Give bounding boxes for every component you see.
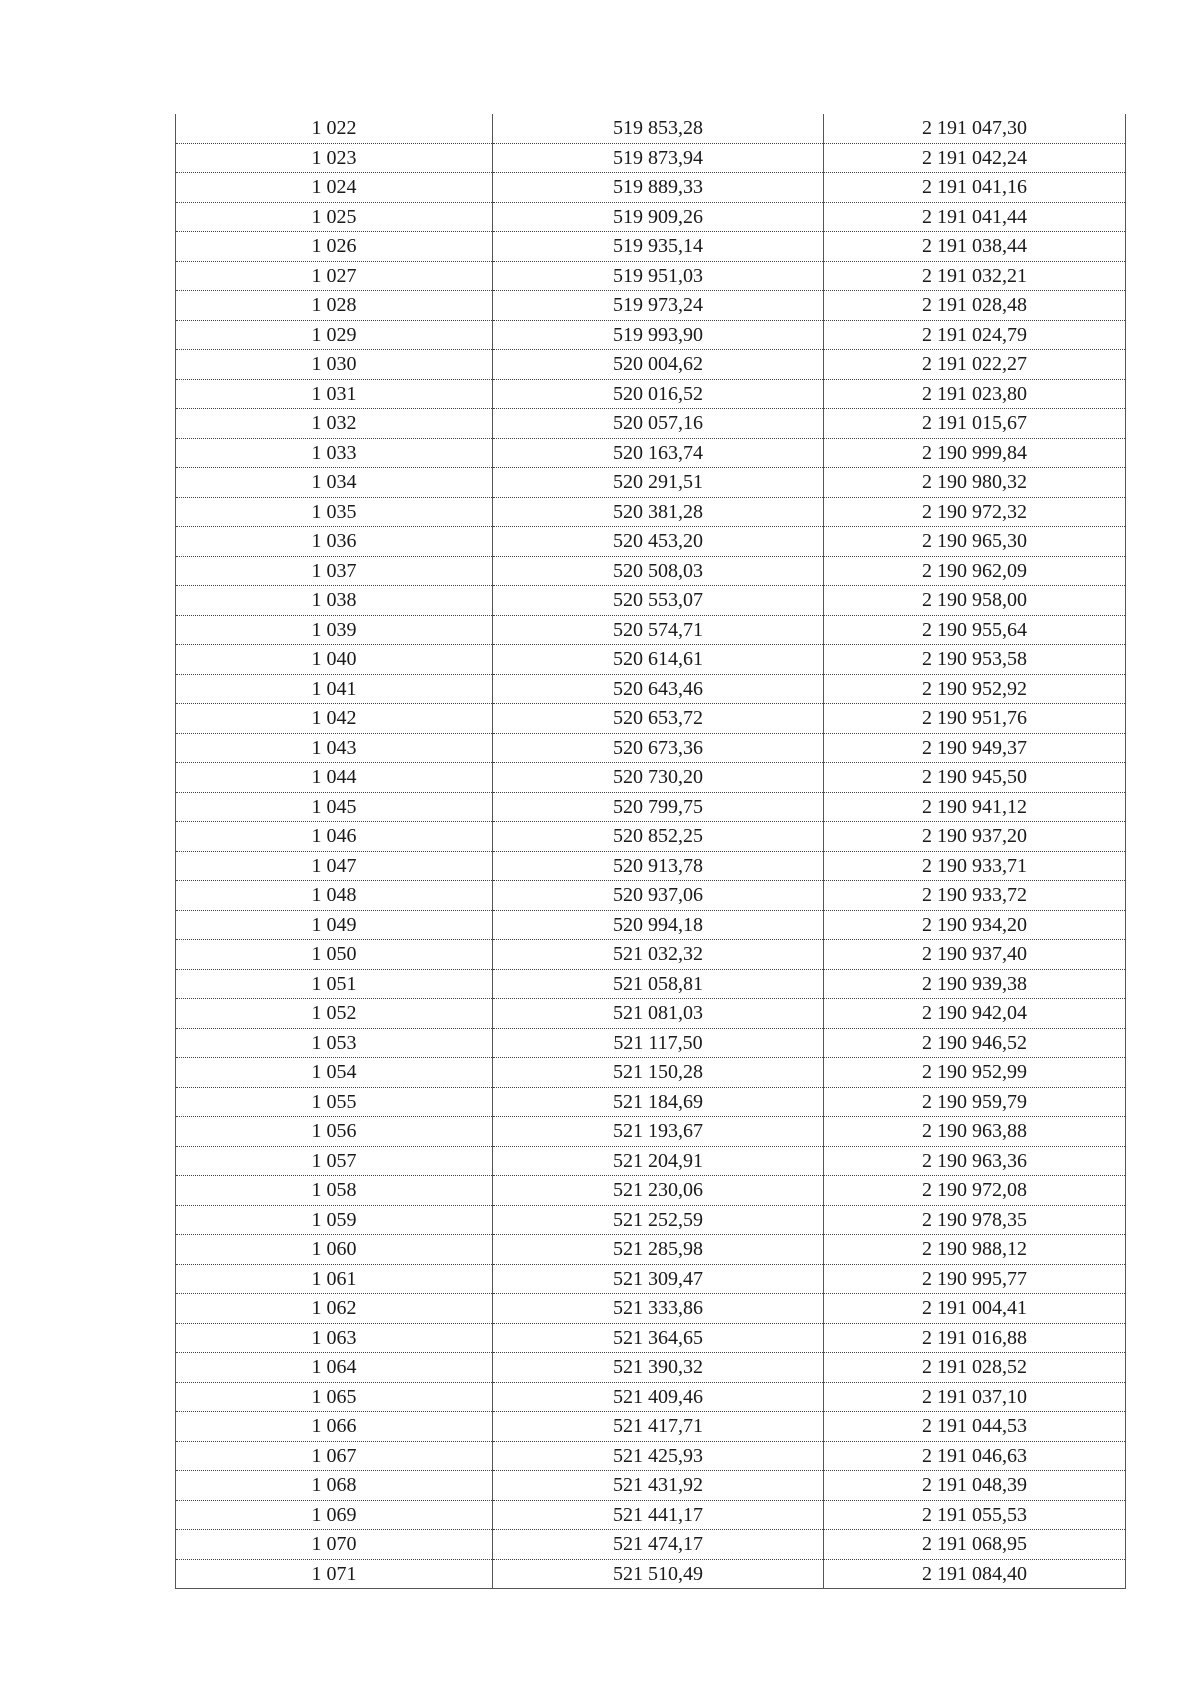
- point-number-cell: 1 049: [176, 910, 493, 940]
- x-coordinate-cell: 520 994,18: [493, 910, 824, 940]
- x-coordinate-cell: 519 935,14: [493, 232, 824, 262]
- point-number-cell: 1 046: [176, 822, 493, 852]
- x-coordinate-cell: 519 973,24: [493, 291, 824, 321]
- table-row: [176, 645, 1126, 675]
- x-coordinate-cell: 519 889,33: [493, 173, 824, 203]
- point-number-cell: 1 066: [176, 1412, 493, 1442]
- y-coordinate-cell: 2 190 952,92: [824, 674, 1126, 704]
- x-coordinate-cell: 521 058,81: [493, 969, 824, 999]
- point-number-cell: 1 056: [176, 1117, 493, 1147]
- y-coordinate-cell: 2 190 988,12: [824, 1235, 1126, 1265]
- table-row: [176, 1441, 1126, 1471]
- table-row: [176, 379, 1126, 409]
- point-number-cell: 1 052: [176, 999, 493, 1029]
- point-number-cell: 1 055: [176, 1087, 493, 1117]
- y-coordinate-cell: 2 191 084,40: [824, 1559, 1126, 1589]
- point-number-cell: 1 024: [176, 173, 493, 203]
- x-coordinate-cell: 521 252,59: [493, 1205, 824, 1235]
- point-number-cell: 1 022: [176, 114, 493, 143]
- table-row: [176, 1353, 1126, 1383]
- table-row: [176, 291, 1126, 321]
- x-coordinate-cell: 521 230,06: [493, 1176, 824, 1206]
- y-coordinate-cell: 2 190 934,20: [824, 910, 1126, 940]
- x-coordinate-cell: 521 425,93: [493, 1441, 824, 1471]
- table-row: [176, 1117, 1126, 1147]
- table-row: [176, 202, 1126, 232]
- point-number-cell: 1 027: [176, 261, 493, 291]
- point-number-cell: 1 070: [176, 1530, 493, 1560]
- point-number-cell: 1 036: [176, 527, 493, 557]
- y-coordinate-cell: 2 190 995,77: [824, 1264, 1126, 1294]
- y-coordinate-cell: 2 191 046,63: [824, 1441, 1126, 1471]
- table-row: [176, 1323, 1126, 1353]
- y-coordinate-cell: 2 190 941,12: [824, 792, 1126, 822]
- y-coordinate-cell: 2 190 955,64: [824, 615, 1126, 645]
- y-coordinate-cell: 2 191 042,24: [824, 143, 1126, 173]
- x-coordinate-cell: 520 643,46: [493, 674, 824, 704]
- x-coordinate-cell: 521 441,17: [493, 1500, 824, 1530]
- point-number-cell: 1 032: [176, 409, 493, 439]
- table-row: [176, 822, 1126, 852]
- table-row: [176, 1294, 1126, 1324]
- point-number-cell: 1 063: [176, 1323, 493, 1353]
- x-coordinate-cell: 520 508,03: [493, 556, 824, 586]
- y-coordinate-cell: 2 191 032,21: [824, 261, 1126, 291]
- y-coordinate-cell: 2 190 958,00: [824, 586, 1126, 616]
- x-coordinate-cell: 520 614,61: [493, 645, 824, 675]
- point-number-cell: 1 067: [176, 1441, 493, 1471]
- point-number-cell: 1 029: [176, 320, 493, 350]
- point-number-cell: 1 053: [176, 1028, 493, 1058]
- point-number-cell: 1 028: [176, 291, 493, 321]
- point-number-cell: 1 050: [176, 940, 493, 970]
- table-row: [176, 674, 1126, 704]
- x-coordinate-cell: 521 431,92: [493, 1471, 824, 1501]
- table-row: [176, 468, 1126, 498]
- point-number-cell: 1 065: [176, 1382, 493, 1412]
- x-coordinate-cell: 520 004,62: [493, 350, 824, 380]
- point-number-cell: 1 069: [176, 1500, 493, 1530]
- point-number-cell: 1 041: [176, 674, 493, 704]
- y-coordinate-cell: 2 191 028,48: [824, 291, 1126, 321]
- table-row: [176, 999, 1126, 1029]
- table-row: [176, 881, 1126, 911]
- point-number-cell: 1 058: [176, 1176, 493, 1206]
- point-number-cell: 1 048: [176, 881, 493, 911]
- table-row: [176, 350, 1126, 380]
- point-number-cell: 1 068: [176, 1471, 493, 1501]
- x-coordinate-cell: 521 032,32: [493, 940, 824, 970]
- table-row: [176, 527, 1126, 557]
- y-coordinate-cell: 2 191 028,52: [824, 1353, 1126, 1383]
- table-row: [176, 704, 1126, 734]
- x-coordinate-cell: 521 409,46: [493, 1382, 824, 1412]
- x-coordinate-cell: 521 390,32: [493, 1353, 824, 1383]
- table-row: [176, 586, 1126, 616]
- x-coordinate-cell: 521 117,50: [493, 1028, 824, 1058]
- x-coordinate-cell: 520 653,72: [493, 704, 824, 734]
- y-coordinate-cell: 2 190 962,09: [824, 556, 1126, 586]
- y-coordinate-cell: 2 191 044,53: [824, 1412, 1126, 1442]
- y-coordinate-cell: 2 190 951,76: [824, 704, 1126, 734]
- point-number-cell: 1 030: [176, 350, 493, 380]
- x-coordinate-cell: 519 993,90: [493, 320, 824, 350]
- point-number-cell: 1 051: [176, 969, 493, 999]
- x-coordinate-cell: 520 730,20: [493, 763, 824, 793]
- table-row: [176, 320, 1126, 350]
- table-row: [176, 1205, 1126, 1235]
- y-coordinate-cell: 2 191 023,80: [824, 379, 1126, 409]
- x-coordinate-cell: 521 184,69: [493, 1087, 824, 1117]
- point-number-cell: 1 062: [176, 1294, 493, 1324]
- y-coordinate-cell: 2 191 047,30: [824, 114, 1126, 143]
- point-number-cell: 1 035: [176, 497, 493, 527]
- y-coordinate-cell: 2 190 965,30: [824, 527, 1126, 557]
- table-row: [176, 733, 1126, 763]
- x-coordinate-cell: 520 016,52: [493, 379, 824, 409]
- table-row: [176, 232, 1126, 262]
- coordinates-table: [175, 114, 1126, 1589]
- table-row: [176, 969, 1126, 999]
- y-coordinate-cell: 2 191 041,44: [824, 202, 1126, 232]
- x-coordinate-cell: 521 364,65: [493, 1323, 824, 1353]
- point-number-cell: 1 038: [176, 586, 493, 616]
- point-number-cell: 1 060: [176, 1235, 493, 1265]
- table-row: [176, 1530, 1126, 1560]
- table-row: [176, 497, 1126, 527]
- point-number-cell: 1 071: [176, 1559, 493, 1589]
- y-coordinate-cell: 2 190 937,40: [824, 940, 1126, 970]
- x-coordinate-cell: 519 909,26: [493, 202, 824, 232]
- table-row: [176, 173, 1126, 203]
- x-coordinate-cell: 520 913,78: [493, 851, 824, 881]
- x-coordinate-cell: 521 193,67: [493, 1117, 824, 1147]
- y-coordinate-cell: 2 191 024,79: [824, 320, 1126, 350]
- point-number-cell: 1 026: [176, 232, 493, 262]
- point-number-cell: 1 045: [176, 792, 493, 822]
- y-coordinate-cell: 2 191 041,16: [824, 173, 1126, 203]
- table-row: [176, 556, 1126, 586]
- table-row: [176, 438, 1126, 468]
- y-coordinate-cell: 2 191 068,95: [824, 1530, 1126, 1560]
- y-coordinate-cell: 2 191 015,67: [824, 409, 1126, 439]
- x-coordinate-cell: 520 673,36: [493, 733, 824, 763]
- x-coordinate-cell: 521 417,71: [493, 1412, 824, 1442]
- x-coordinate-cell: 520 574,71: [493, 615, 824, 645]
- table-row: [176, 792, 1126, 822]
- y-coordinate-cell: 2 190 999,84: [824, 438, 1126, 468]
- x-coordinate-cell: 521 081,03: [493, 999, 824, 1029]
- y-coordinate-cell: 2 190 978,35: [824, 1205, 1126, 1235]
- point-number-cell: 1 037: [176, 556, 493, 586]
- table-row: [176, 615, 1126, 645]
- y-coordinate-cell: 2 190 933,71: [824, 851, 1126, 881]
- table-row: [176, 409, 1126, 439]
- table-row: [176, 261, 1126, 291]
- x-coordinate-cell: 520 553,07: [493, 586, 824, 616]
- point-number-cell: 1 057: [176, 1146, 493, 1176]
- table-row: [176, 114, 1126, 143]
- table-row: [176, 1382, 1126, 1412]
- y-coordinate-cell: 2 191 048,39: [824, 1471, 1126, 1501]
- table-row: [176, 1500, 1126, 1530]
- y-coordinate-cell: 2 191 038,44: [824, 232, 1126, 262]
- point-number-cell: 1 023: [176, 143, 493, 173]
- y-coordinate-cell: 2 190 942,04: [824, 999, 1126, 1029]
- point-number-cell: 1 043: [176, 733, 493, 763]
- table-row: [176, 763, 1126, 793]
- table-row: [176, 1559, 1126, 1589]
- point-number-cell: 1 054: [176, 1058, 493, 1088]
- y-coordinate-cell: 2 190 946,52: [824, 1028, 1126, 1058]
- y-coordinate-cell: 2 190 937,20: [824, 822, 1126, 852]
- table-row: [176, 1176, 1126, 1206]
- table-row: [176, 1028, 1126, 1058]
- table-row: [176, 910, 1126, 940]
- table-row: [176, 1058, 1126, 1088]
- point-number-cell: 1 042: [176, 704, 493, 734]
- coordinates-table-body: [176, 114, 1126, 1589]
- table-row: [176, 1412, 1126, 1442]
- y-coordinate-cell: 2 190 949,37: [824, 733, 1126, 763]
- x-coordinate-cell: 519 951,03: [493, 261, 824, 291]
- point-number-cell: 1 061: [176, 1264, 493, 1294]
- x-coordinate-cell: 521 204,91: [493, 1146, 824, 1176]
- x-coordinate-cell: 519 873,94: [493, 143, 824, 173]
- y-coordinate-cell: 2 190 963,36: [824, 1146, 1126, 1176]
- x-coordinate-cell: 520 381,28: [493, 497, 824, 527]
- y-coordinate-cell: 2 191 055,53: [824, 1500, 1126, 1530]
- table-row: [176, 1146, 1126, 1176]
- point-number-cell: 1 031: [176, 379, 493, 409]
- table-row: [176, 1235, 1126, 1265]
- point-number-cell: 1 047: [176, 851, 493, 881]
- y-coordinate-cell: 2 190 980,32: [824, 468, 1126, 498]
- x-coordinate-cell: 520 852,25: [493, 822, 824, 852]
- point-number-cell: 1 059: [176, 1205, 493, 1235]
- y-coordinate-cell: 2 190 963,88: [824, 1117, 1126, 1147]
- y-coordinate-cell: 2 190 933,72: [824, 881, 1126, 911]
- table-row: [176, 940, 1126, 970]
- x-coordinate-cell: 520 453,20: [493, 527, 824, 557]
- point-number-cell: 1 064: [176, 1353, 493, 1383]
- x-coordinate-cell: 520 937,06: [493, 881, 824, 911]
- x-coordinate-cell: 519 853,28: [493, 114, 824, 143]
- y-coordinate-cell: 2 191 004,41: [824, 1294, 1126, 1324]
- x-coordinate-cell: 520 291,51: [493, 468, 824, 498]
- point-number-cell: 1 039: [176, 615, 493, 645]
- x-coordinate-cell: 521 333,86: [493, 1294, 824, 1324]
- x-coordinate-cell: 521 474,17: [493, 1530, 824, 1560]
- y-coordinate-cell: 2 190 939,38: [824, 969, 1126, 999]
- x-coordinate-cell: 520 057,16: [493, 409, 824, 439]
- x-coordinate-cell: 521 309,47: [493, 1264, 824, 1294]
- table-row: [176, 1471, 1126, 1501]
- y-coordinate-cell: 2 191 037,10: [824, 1382, 1126, 1412]
- table-row: [176, 851, 1126, 881]
- y-coordinate-cell: 2 190 952,99: [824, 1058, 1126, 1088]
- table-row: [176, 1264, 1126, 1294]
- x-coordinate-cell: 520 799,75: [493, 792, 824, 822]
- point-number-cell: 1 034: [176, 468, 493, 498]
- y-coordinate-cell: 2 190 959,79: [824, 1087, 1126, 1117]
- point-number-cell: 1 025: [176, 202, 493, 232]
- x-coordinate-cell: 520 163,74: [493, 438, 824, 468]
- y-coordinate-cell: 2 190 945,50: [824, 763, 1126, 793]
- y-coordinate-cell: 2 190 953,58: [824, 645, 1126, 675]
- point-number-cell: 1 033: [176, 438, 493, 468]
- y-coordinate-cell: 2 190 972,32: [824, 497, 1126, 527]
- table-row: [176, 1087, 1126, 1117]
- y-coordinate-cell: 2 190 972,08: [824, 1176, 1126, 1206]
- x-coordinate-cell: 521 285,98: [493, 1235, 824, 1265]
- point-number-cell: 1 040: [176, 645, 493, 675]
- y-coordinate-cell: 2 191 022,27: [824, 350, 1126, 380]
- x-coordinate-cell: 521 150,28: [493, 1058, 824, 1088]
- table-row: [176, 143, 1126, 173]
- point-number-cell: 1 044: [176, 763, 493, 793]
- y-coordinate-cell: 2 191 016,88: [824, 1323, 1126, 1353]
- x-coordinate-cell: 521 510,49: [493, 1559, 824, 1589]
